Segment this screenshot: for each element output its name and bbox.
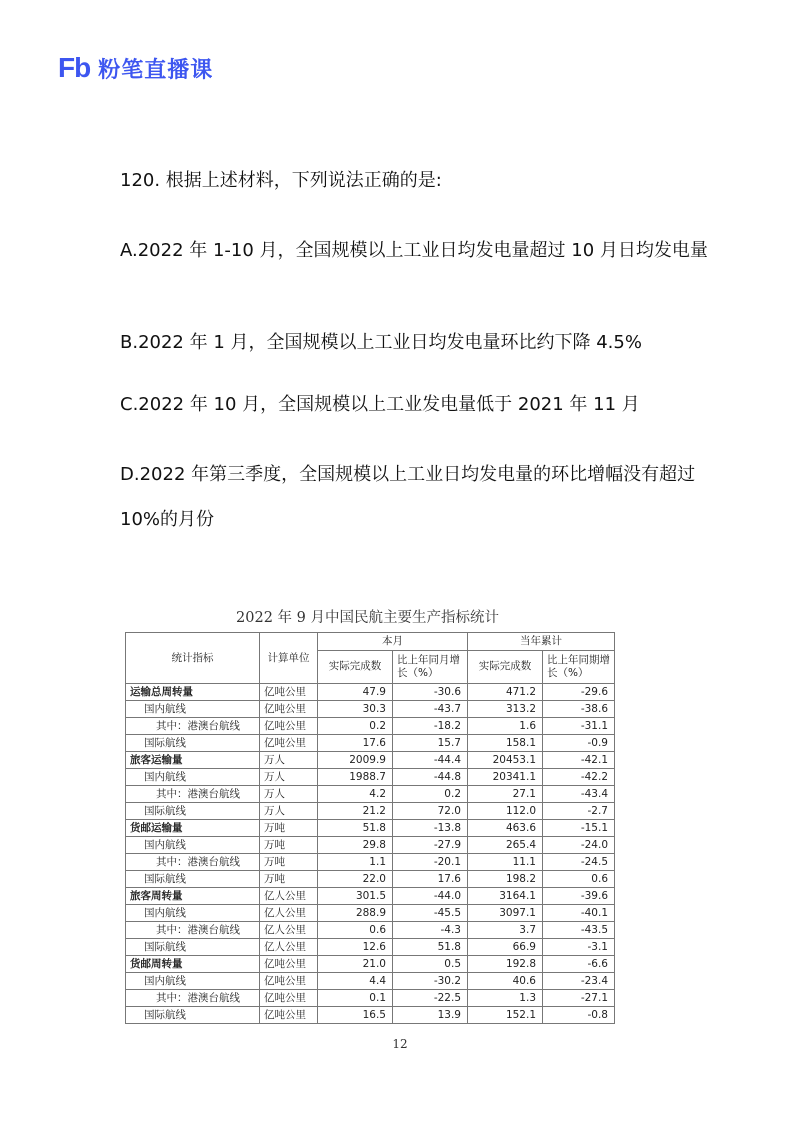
row-month-actual: 21.0 [318, 956, 393, 973]
row-unit: 亿吨公里 [260, 956, 318, 973]
option-d: D.2022 年第三季度，全国规模以上工业日均发电量的环比增幅没有超过 10%的月份 [120, 464, 696, 530]
row-ytd-yoy: -43.5 [543, 922, 615, 939]
row-ytd-actual: 158.1 [468, 735, 543, 752]
row-unit: 亿吨公里 [260, 701, 318, 718]
row-label: 其中：港澳台航线 [126, 854, 260, 871]
table-row [126, 769, 615, 786]
row-month-yoy: 17.6 [393, 871, 468, 888]
row-month-actual: 51.8 [318, 820, 393, 837]
row-month-actual: 4.2 [318, 786, 393, 803]
row-ytd-yoy: -24.5 [543, 854, 615, 871]
table-row [126, 684, 615, 701]
table-row [126, 905, 615, 922]
row-ytd-actual: 198.2 [468, 871, 543, 888]
header-unit: 计算单位 [260, 633, 318, 684]
row-ytd-actual: 3164.1 [468, 888, 543, 905]
row-month-yoy: 72.0 [393, 803, 468, 820]
row-ytd-actual: 192.8 [468, 956, 543, 973]
row-month-yoy: -44.8 [393, 769, 468, 786]
row-month-yoy: 0.5 [393, 956, 468, 973]
header-actual: 实际完成数 [318, 650, 393, 683]
row-unit: 亿吨公里 [260, 973, 318, 990]
row-ytd-actual: 3097.1 [468, 905, 543, 922]
row-unit: 万吨 [260, 820, 318, 837]
row-label: 国内航线 [126, 973, 260, 990]
row-month-actual: 4.4 [318, 973, 393, 990]
row-unit: 亿人公里 [260, 939, 318, 956]
table-row [126, 1007, 615, 1024]
row-ytd-actual: 112.0 [468, 803, 543, 820]
row-label: 国际航线 [126, 1007, 260, 1024]
table-row [126, 973, 615, 990]
table-row [126, 990, 615, 1007]
table-row [126, 871, 615, 888]
row-month-yoy: -20.1 [393, 854, 468, 871]
row-label: 货邮运输量 [126, 820, 260, 837]
row-label: 国际航线 [126, 939, 260, 956]
row-ytd-yoy: -23.4 [543, 973, 615, 990]
row-ytd-yoy: -42.1 [543, 752, 615, 769]
table-row [126, 752, 615, 769]
header-ytd-group: 当年累计 [468, 633, 615, 651]
row-unit: 亿吨公里 [260, 990, 318, 1007]
row-ytd-yoy: -38.6 [543, 701, 615, 718]
row-month-yoy: -4.3 [393, 922, 468, 939]
row-month-yoy: -30.6 [393, 684, 468, 701]
table-row [126, 786, 615, 803]
row-month-actual: 288.9 [318, 905, 393, 922]
table-row [126, 956, 615, 973]
row-unit: 万吨 [260, 854, 318, 871]
row-unit: 亿吨公里 [260, 1007, 318, 1024]
row-month-actual: 2009.9 [318, 752, 393, 769]
row-ytd-yoy: -40.1 [543, 905, 615, 922]
row-month-actual: 0.6 [318, 922, 393, 939]
row-ytd-actual: 11.1 [468, 854, 543, 871]
row-label: 国内航线 [126, 701, 260, 718]
row-month-yoy: -13.8 [393, 820, 468, 837]
row-ytd-actual: 1.3 [468, 990, 543, 1007]
row-month-yoy: 51.8 [393, 939, 468, 956]
fb-logo-icon: Fb [58, 52, 91, 83]
row-month-actual: 16.5 [318, 1007, 393, 1024]
header-month-group: 本月 [318, 633, 468, 651]
header-yoy-period: 比上年同期增长（%） [543, 650, 615, 683]
row-month-yoy: -44.0 [393, 888, 468, 905]
row-month-yoy: -22.5 [393, 990, 468, 1007]
row-month-yoy: -44.4 [393, 752, 468, 769]
row-label: 国内航线 [126, 837, 260, 854]
table-title: 2022 年 9 月中国民航主要生产指标统计 [236, 610, 499, 626]
question-stem: 120. 根据上述材料，下列说法正确的是: [120, 170, 442, 191]
row-month-yoy: -30.2 [393, 973, 468, 990]
row-ytd-yoy: -43.4 [543, 786, 615, 803]
table-body [126, 684, 615, 1024]
brand-logo [58, 52, 213, 84]
table-row [126, 701, 615, 718]
row-unit: 亿人公里 [260, 905, 318, 922]
row-ytd-actual: 20341.1 [468, 769, 543, 786]
row-label: 旅客周转量 [126, 888, 260, 905]
row-ytd-actual: 265.4 [468, 837, 543, 854]
row-unit: 万人 [260, 803, 318, 820]
row-unit: 万人 [260, 769, 318, 786]
row-label: 其中：港澳台航线 [126, 922, 260, 939]
row-month-actual: 301.5 [318, 888, 393, 905]
option-b: B.2022 年 1 月，全国规模以上工业日均发电量环比约下降 4.5% [120, 332, 642, 353]
row-ytd-actual: 66.9 [468, 939, 543, 956]
row-ytd-actual: 3.7 [468, 922, 543, 939]
row-month-actual: 0.2 [318, 718, 393, 735]
row-month-yoy: 15.7 [393, 735, 468, 752]
row-month-yoy: -43.7 [393, 701, 468, 718]
row-label: 其中：港澳台航线 [126, 718, 260, 735]
row-unit: 万人 [260, 752, 318, 769]
row-ytd-yoy: -24.0 [543, 837, 615, 854]
row-ytd-yoy: -0.8 [543, 1007, 615, 1024]
page-number: 12 [392, 1037, 408, 1051]
row-label: 国际航线 [126, 871, 260, 888]
row-label: 货邮周转量 [126, 956, 260, 973]
row-month-yoy: -45.5 [393, 905, 468, 922]
row-unit: 亿吨公里 [260, 718, 318, 735]
row-month-actual: 47.9 [318, 684, 393, 701]
table-row [126, 854, 615, 871]
row-label: 国内航线 [126, 769, 260, 786]
row-ytd-yoy: 0.6 [543, 871, 615, 888]
row-ytd-yoy: -3.1 [543, 939, 615, 956]
row-ytd-yoy: -27.1 [543, 990, 615, 1007]
table-row [126, 735, 615, 752]
header-actual-ytd: 实际完成数 [468, 650, 543, 683]
row-label: 运输总周转量 [126, 684, 260, 701]
row-month-actual: 29.8 [318, 837, 393, 854]
row-ytd-yoy: -39.6 [543, 888, 615, 905]
row-month-actual: 30.3 [318, 701, 393, 718]
row-unit: 万人 [260, 786, 318, 803]
row-unit: 亿人公里 [260, 888, 318, 905]
row-ytd-actual: 20453.1 [468, 752, 543, 769]
row-unit: 亿吨公里 [260, 684, 318, 701]
table-row [126, 803, 615, 820]
brand-name: 粉笔直播课 [98, 57, 214, 83]
row-ytd-actual: 152.1 [468, 1007, 543, 1024]
table-row [126, 922, 615, 939]
row-month-actual: 1988.7 [318, 769, 393, 786]
row-month-actual: 1.1 [318, 854, 393, 871]
row-month-actual: 22.0 [318, 871, 393, 888]
row-label: 旅客运输量 [126, 752, 260, 769]
row-unit: 亿吨公里 [260, 735, 318, 752]
row-label: 其中：港澳台航线 [126, 786, 260, 803]
row-label: 国际航线 [126, 803, 260, 820]
option-c: C.2022 年 10 月，全国规模以上工业发电量低于 2021 年 11 月 [120, 394, 640, 415]
row-month-yoy: -18.2 [393, 718, 468, 735]
row-ytd-yoy: -31.1 [543, 718, 615, 735]
row-unit: 万吨 [260, 837, 318, 854]
statistics-table [125, 632, 615, 1024]
row-ytd-yoy: -0.9 [543, 735, 615, 752]
option-a: A.2022 年 1-10 月，全国规模以上工业日均发电量超过 10 月日均发电量 [120, 240, 708, 261]
row-unit: 万吨 [260, 871, 318, 888]
row-month-yoy: 13.9 [393, 1007, 468, 1024]
row-label: 国内航线 [126, 905, 260, 922]
row-ytd-actual: 1.6 [468, 718, 543, 735]
row-ytd-yoy: -15.1 [543, 820, 615, 837]
row-month-yoy: -27.9 [393, 837, 468, 854]
row-ytd-actual: 313.2 [468, 701, 543, 718]
row-label: 国际航线 [126, 735, 260, 752]
row-label: 其中：港澳台航线 [126, 990, 260, 1007]
row-month-actual: 21.2 [318, 803, 393, 820]
row-ytd-yoy: -42.2 [543, 769, 615, 786]
row-month-yoy: 0.2 [393, 786, 468, 803]
row-ytd-actual: 463.6 [468, 820, 543, 837]
row-unit: 亿人公里 [260, 922, 318, 939]
table-row [126, 820, 615, 837]
table-row [126, 718, 615, 735]
row-ytd-yoy: -2.7 [543, 803, 615, 820]
row-ytd-actual: 40.6 [468, 973, 543, 990]
row-ytd-actual: 471.2 [468, 684, 543, 701]
table-row [126, 837, 615, 854]
header-indicator: 统计指标 [126, 633, 260, 684]
row-month-actual: 17.6 [318, 735, 393, 752]
header-yoy-month: 比上年同月增长（%） [393, 650, 468, 683]
table-row [126, 888, 615, 905]
row-month-actual: 0.1 [318, 990, 393, 1007]
row-ytd-yoy: -6.6 [543, 956, 615, 973]
row-ytd-yoy: -29.6 [543, 684, 615, 701]
row-ytd-actual: 27.1 [468, 786, 543, 803]
table-row [126, 939, 615, 956]
row-month-actual: 12.6 [318, 939, 393, 956]
